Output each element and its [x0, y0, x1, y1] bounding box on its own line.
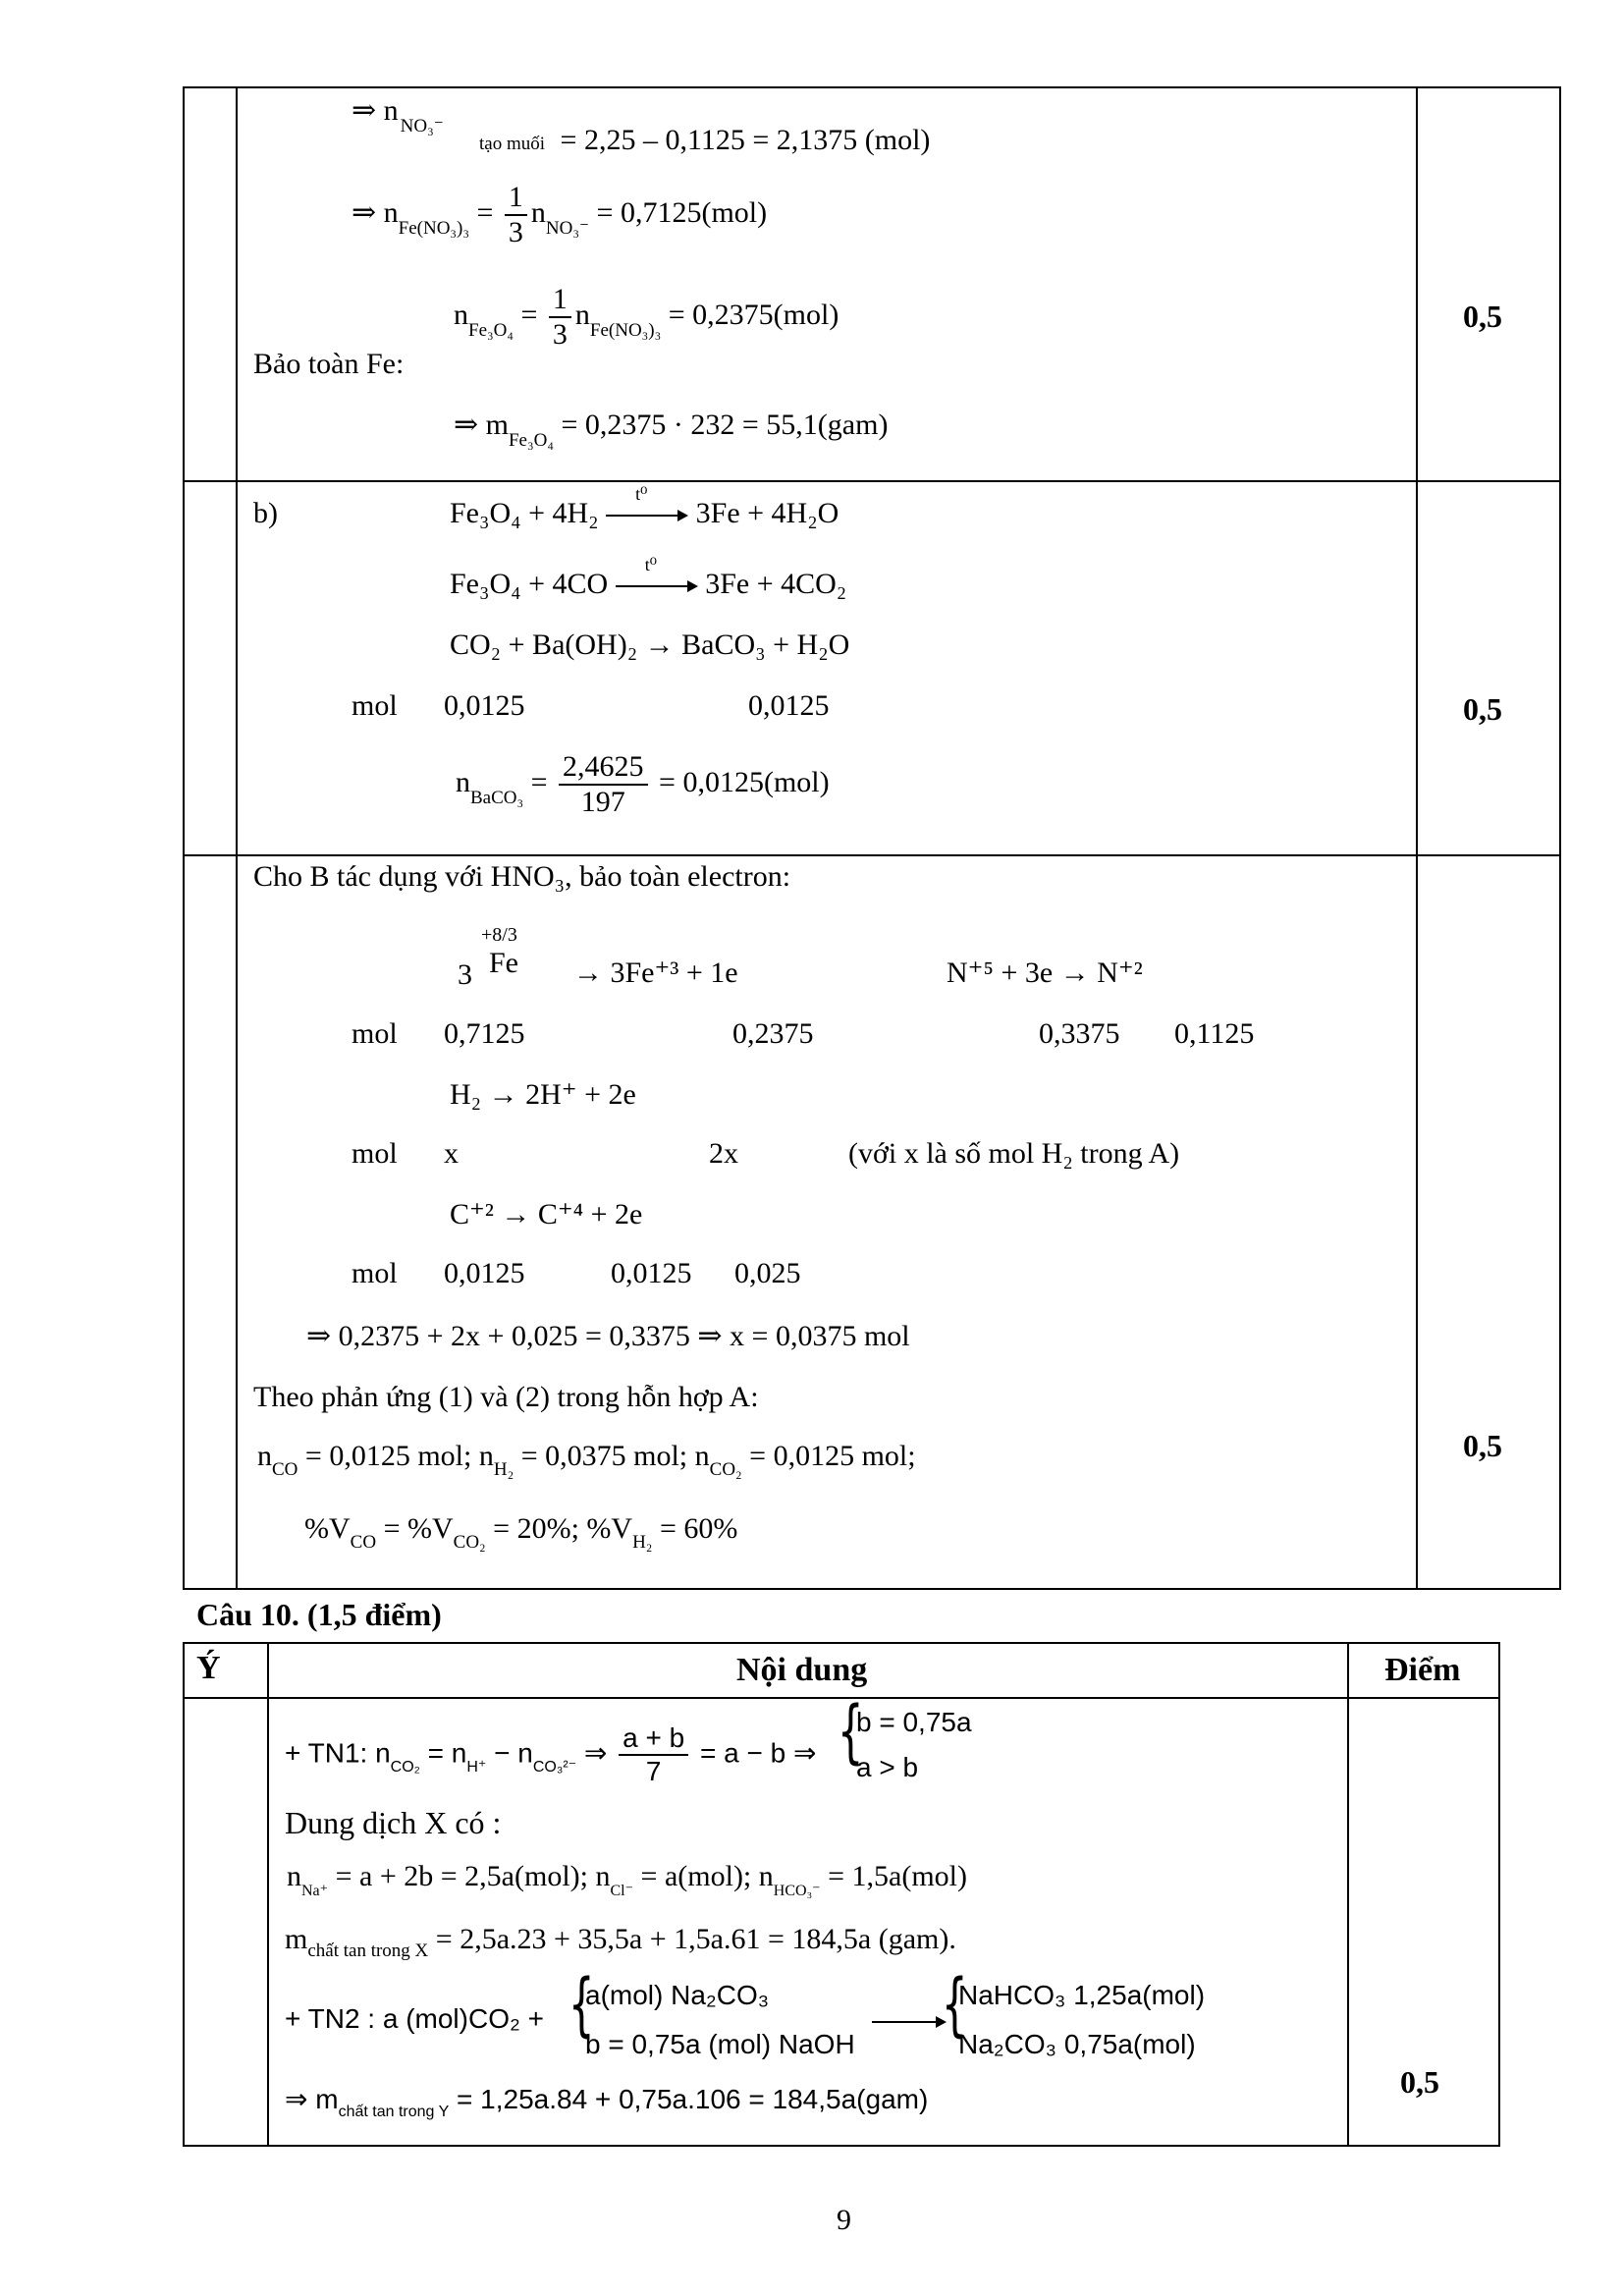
table-right-border: [1559, 86, 1561, 1590]
eq-line: ⇒ n $_{NO_3^-}$: [352, 94, 444, 137]
coef: 3: [458, 958, 472, 991]
page-number: 9: [837, 2204, 851, 2236]
mol-value: 0,1125: [1174, 1017, 1255, 1050]
system-line: a > b: [856, 1752, 919, 1782]
system-line: b = 0,75a (mol) NaOH: [585, 2029, 855, 2059]
column-divider: [1416, 86, 1418, 1590]
mol-value: 0,2375: [732, 1017, 814, 1050]
mol-value: 0,3375: [1039, 1017, 1120, 1050]
column-header: Điểm: [1384, 1652, 1461, 1688]
mol-value: 0,0125: [444, 689, 525, 722]
half-reaction: → 3Fe⁺³ + 1e: [573, 957, 738, 989]
mol-label: mol: [352, 689, 398, 722]
system-line: Na₂CO₃ 0,75a(mol): [958, 2029, 1196, 2059]
mol-value: x: [444, 1137, 459, 1170]
brace-icon: {: [941, 1964, 968, 2045]
eq-line: $\%V_{CO} = \%V_{CO_2} = 20\%$; $\%V_{H_2} = 60\%$: [304, 1512, 738, 1553]
note: (với x là số mol H₂ trong A): [848, 1137, 1180, 1170]
fraction: $\frac{2,4625}{197}$: [559, 752, 648, 817]
element: Fe: [489, 947, 518, 979]
brace-icon: {: [837, 1691, 864, 1772]
score: 0,5: [1400, 2064, 1439, 2100]
mol-label: mol: [352, 1257, 398, 1289]
score: 0,5: [1463, 1428, 1502, 1463]
intro-text: Cho B tác dụng với HNO₃, bảo toàn electron:: [253, 860, 791, 893]
fraction: $\frac{a + b}{7}$: [619, 1724, 688, 1785]
sum-line: ⇒ 0,2375 + 2x + 0,025 = 0,3375 ⇒ x = 0,0375 mol: [306, 1320, 910, 1352]
part-label: b): [253, 497, 278, 529]
equation: Fe₃O₄ + 4H₂ t⁰ 3Fe + 4H₂O: [450, 484, 839, 529]
fraction: $\frac{1}{3}$: [549, 285, 571, 350]
reaction-arrow: t⁰: [616, 577, 698, 595]
eq-line: ⇒ $m_{Fe_3O_4} = 0,2375 \cdot 232 = 55,1(gam)$: [454, 409, 889, 451]
row-divider: [183, 480, 1561, 482]
column-divider: [267, 1642, 269, 2147]
mol-label: mol: [352, 1137, 398, 1170]
system-line: b = 0,75a: [856, 1707, 972, 1737]
mol-value: 0,7125: [444, 1017, 525, 1050]
column-divider: [1347, 1642, 1349, 2147]
eq-line: ⇒ $m_{chất tan trong Y} = 1,25a.84 + 0,75a.106 = 184,5a(gam)$: [285, 2084, 929, 2120]
half-reaction: C⁺² → C⁺⁴ + 2e: [450, 1198, 643, 1230]
reaction-arrow: t⁰: [606, 507, 688, 524]
table-bottom-border: [183, 1588, 1561, 1590]
column-divider: [236, 86, 238, 1590]
score: 0,5: [1463, 691, 1502, 727]
table-left-border: [183, 86, 185, 1590]
eq-line: + TN1: $n_{CO_2} = n_{H^+} - n_{CO_3^{2-}}$ ⇒ $\frac{a + b}{7}$ = a − b ⇒: [285, 1722, 817, 1786]
system-line: a(mol) Na₂CO₃: [585, 1980, 770, 2010]
column-header: Ý: [196, 1650, 221, 1686]
eq-line: $n_{Na^+} = a + 2b = 2,5a(mol)$; $n_{Cl^-} = a(mol)$; $n_{HCO_3^-} = 1,5a(mol)$: [287, 1860, 967, 1899]
eq-line: $n_{BaCO_3}$ = $\frac{2,4625}{197}$ = 0,0125(mol): [456, 750, 830, 818]
equation: Fe₃O₄ + 4CO t⁰ 3Fe + 4CO₂: [450, 555, 847, 600]
table-top-border: [183, 1642, 1500, 1644]
text-line: Theo phản ứng (1) và (2) trong hỗn hợp A:: [253, 1381, 759, 1413]
eq-line: $n_{CO} = 0,0125$ mol; $n_{H_2} = 0,0375$ mol; $n_{CO_2} = 0,0125$ mol;: [257, 1440, 916, 1480]
system-line: NaHCO₃ 1,25a(mol): [958, 1980, 1206, 2010]
label: Bảo toàn Fe:: [253, 348, 405, 380]
mol-label: mol: [352, 1017, 398, 1050]
row-divider: [183, 854, 1561, 856]
eq-line: $m_{chất tan trong X} = 2,5a.23 + 35,5a + 1,5a.61 = 184,5a$ (gam).: [285, 1923, 956, 1961]
mol-value: 0,0125: [444, 1257, 525, 1289]
mol-value: 2x: [709, 1137, 738, 1170]
eq-line: tạo muối = 2,25 – 0,1125 = 2,1375 (mol): [479, 124, 931, 156]
table-left-border: [183, 1642, 185, 2147]
oxidation-label: +8/3: [481, 924, 517, 946]
eq-line: + TN2 : a (mol)CO₂ +: [285, 2003, 544, 2034]
fraction: $\frac{1}{3}$: [505, 183, 527, 247]
score: 0,5: [1463, 299, 1502, 334]
mol-value: 0,025: [734, 1257, 801, 1289]
half-reaction: N⁺⁵ + 3e → N⁺²: [947, 957, 1143, 989]
table-bottom-border: [183, 2145, 1500, 2147]
text-line: Dung dịch X có :: [285, 1805, 502, 1840]
table-right-border: [1498, 1642, 1500, 2147]
mol-value: 0,0125: [611, 1257, 692, 1289]
reaction-arrow: [872, 2005, 947, 2035]
mol-value: 0,0125: [748, 689, 830, 722]
brace-icon: {: [568, 1964, 595, 2045]
question-title: Câu 10. (1,5 điểm): [196, 1597, 442, 1632]
half-reaction: H₂ → 2H⁺ + 2e: [450, 1078, 636, 1111]
table-top-border: [183, 86, 1561, 88]
equation: CO₂ + Ba(OH)₂ → BaCO₃ + H₂O: [450, 629, 850, 661]
column-header: Nội dung: [736, 1652, 868, 1688]
eq-line: $n_{Fe_3O_4}$ = $\frac{1}{3}$ $n_{Fe(NO_3)_3} = 0,2375(mol)$: [454, 283, 839, 351]
eq-line: ⇒ $n_{Fe(NO_3)_3}$ = $\frac{1}{3}$ $n_{NO_3^-} = 0,7125(mol)$: [352, 181, 768, 248]
